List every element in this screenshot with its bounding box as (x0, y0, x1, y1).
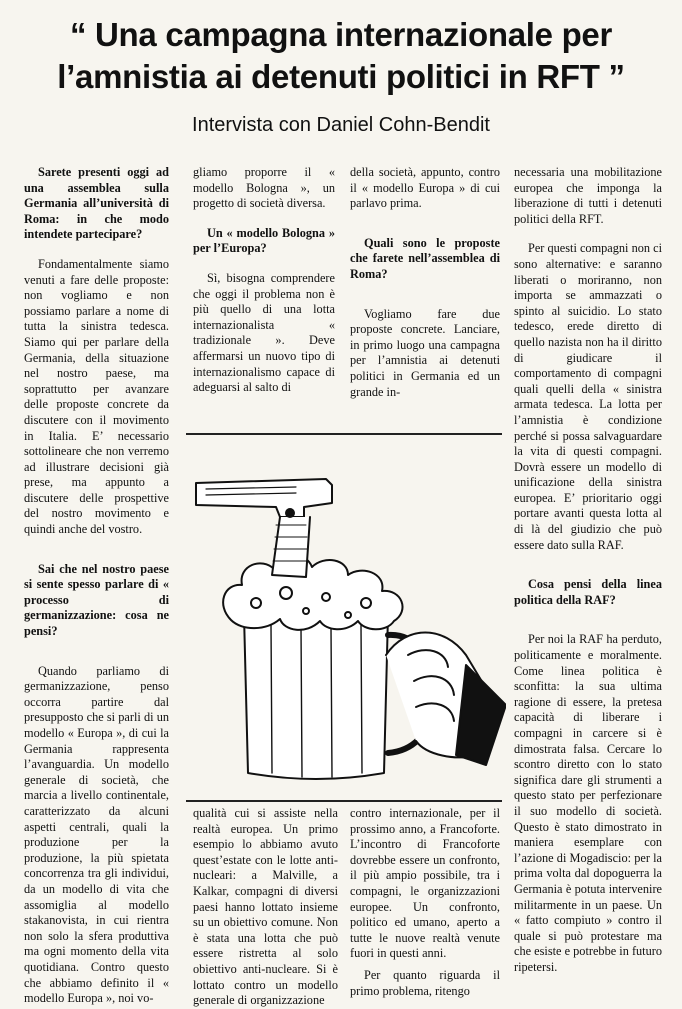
answer-continuation-2: gliamo proporre il « modello Bologna », un progetto di società diversa. (193, 165, 335, 211)
pistol-slide (196, 479, 332, 517)
mug-body (244, 615, 388, 779)
answer-continuation-4: necessaria una mobilitazione europea che imponga la liberazione di tutti i detenuti politici della RFT. (514, 165, 662, 226)
answer-3-continued: qualità cui si assiste nella realtà europea. Un primo esempio lo abbiamo avuto quest’estate con le lotte anti-nucleari: a Malville, a Kalkar, compagni di diversi paesi hanno lottato insieme su un obiettivo comune. Non è stata una lotta che può essere ristretta al solo obiettivo anti-nucleare. Si è lottato contro un modello generale di organizzazione (193, 806, 338, 1008)
answer-2: Quando parliamo di germanizzazione, penso occorra partire dal presupposto che si parli di un modello « Europa », di cui la Germania rappresenta l’avanguardia. Un modello generale di società, che marcia a livello continentale, caratterizzato da alcuni aspetti centrali, quali la produzione per la produzione, la più spietata concorrenza tra gli individui, da un modello di vita che assomiglia al modello stakanovista, in cui rientra non solo la sfera produttiva ma ogni momento della vita quotidiana. Contro questo che abbiamo definito il « modello Europa », noi vo- (24, 663, 169, 1006)
rule-top (186, 433, 502, 435)
question-3: Un « modello Bologna » per l’Europa? (193, 225, 335, 256)
question-5: Cosa pensi della linea politica della RAF? (514, 577, 662, 607)
answer-continuation-3: della società, appunto, contro il « modello Europa » di cui parlavo prima. (350, 165, 500, 211)
column-3-bottom (350, 806, 500, 999)
answer-4-final: Per quanto riguarda il primo problema, ritengo (350, 967, 500, 998)
column-2-bottom (193, 806, 338, 1009)
beer-foam (223, 555, 402, 630)
sleeve-cuff (456, 665, 506, 765)
column-1 (24, 165, 169, 1007)
column-4 (514, 165, 662, 976)
column-3-top (350, 165, 500, 400)
headline-line-2: l’amnistia ai detenuti politici in RFT ” (57, 58, 625, 95)
answer-1: Fondamentalmente siamo venuti a fare delle proposte: non vogliamo e non possiamo parlare a nome di tutta la sinistra tedesca. Siamo qui per parlare della Germania, della situazione nel nostro paese, ma soprattutto per avanzare delle proposte concrete da discutere con il movimento in Italia. E’ necessario sottolineare che non verremo ad illustrare decisioni già prese, ma appunto a discutere delle prospettive del nostro movimento e quindi anche del vostro. (24, 256, 169, 537)
answer-4: Vogliamo fare due proposte concrete. Lanciare, in primo luogo una campagna per l’amnistia ai detenuti politici in Germania ed un grande in- (350, 306, 500, 399)
answer-paragraph: Per questi compagni non ci sono alternative: e saranno liberati o moriranno, non importa se ammazzati o spinto al suicidio. Lo stato tedesco, erede diretto di quello nazista non ha il diritto di giudicare il comportamento di compagni quali quelli della « sinistra armata tedesca. La lotta per l’amnistia è condizione perché si possa salvaguardare la vita di questi compagni. Dovrà essere un modello di unificazione della sinistra europea. E’ prioritario oggi portare avanti questa lotta al di là del giudizio che può essere dato sulla RAF. (514, 241, 662, 552)
question-1: Sarete presenti oggi ad una assemblea sulla Germania all’università di Roma: in che modo intendete partecipare? (24, 165, 169, 242)
answer-4-continued: contro internazionale, per il prossimo anno, a Francoforte. L’incontro di Francoforte dovrebbe essere un confronto, il più ampio possibile, tra i compagni, le organizzazioni europee. Un confronto, politico ed umano, aperto a tutte le nuove realtà venute fuori in questi anni. (350, 806, 500, 961)
question-2: Sai che nel nostro paese si sente spesso parlare di « processo di germanizzazione: cosa ne pensi? (24, 561, 169, 639)
headline-line-1: “ Una campagna internazionale per (69, 16, 613, 53)
answer-3: Sì, bisogna comprendere che oggi il problema non è più quello di una lotta internazionalista « tradizionale ». Deve affermarsi un nuovo tipo di internazionalismo capace di adeguarsi al salto di (193, 270, 335, 395)
beer-mug-pistol-illustration (176, 455, 506, 785)
rule-bottom (186, 800, 502, 802)
question-4: Quali sono le proposte che farete nell’assemblea di Roma? (350, 235, 500, 281)
answer-5: Per noi la RAF ha perduto, politicamente e moralmente. Come linea politica è sconfitta: la sua ultima ragione di essere, la pretesa capacità di liberare i compagni in carcere si è dimostrata falsa. Cercare lo scontro diretto con lo stato significa dare gli strumenti a questo stato per perfezionare il suo modello di società. Questo è stato dimostrato in maniera esemplare con l’azione di Mogadiscio: per la prima volta dal dopoguerra la Germania è potuta intervenire militarmente in un paese. Un « fatto compiuto » contro il quale si può protestare ma che esiste e potrebbe in futuro ripetersi. (514, 632, 662, 974)
subtitle: Intervista con Daniel Cohn-Bendit (192, 114, 490, 136)
column-2-top (193, 165, 335, 396)
pistol-grip (272, 517, 310, 577)
